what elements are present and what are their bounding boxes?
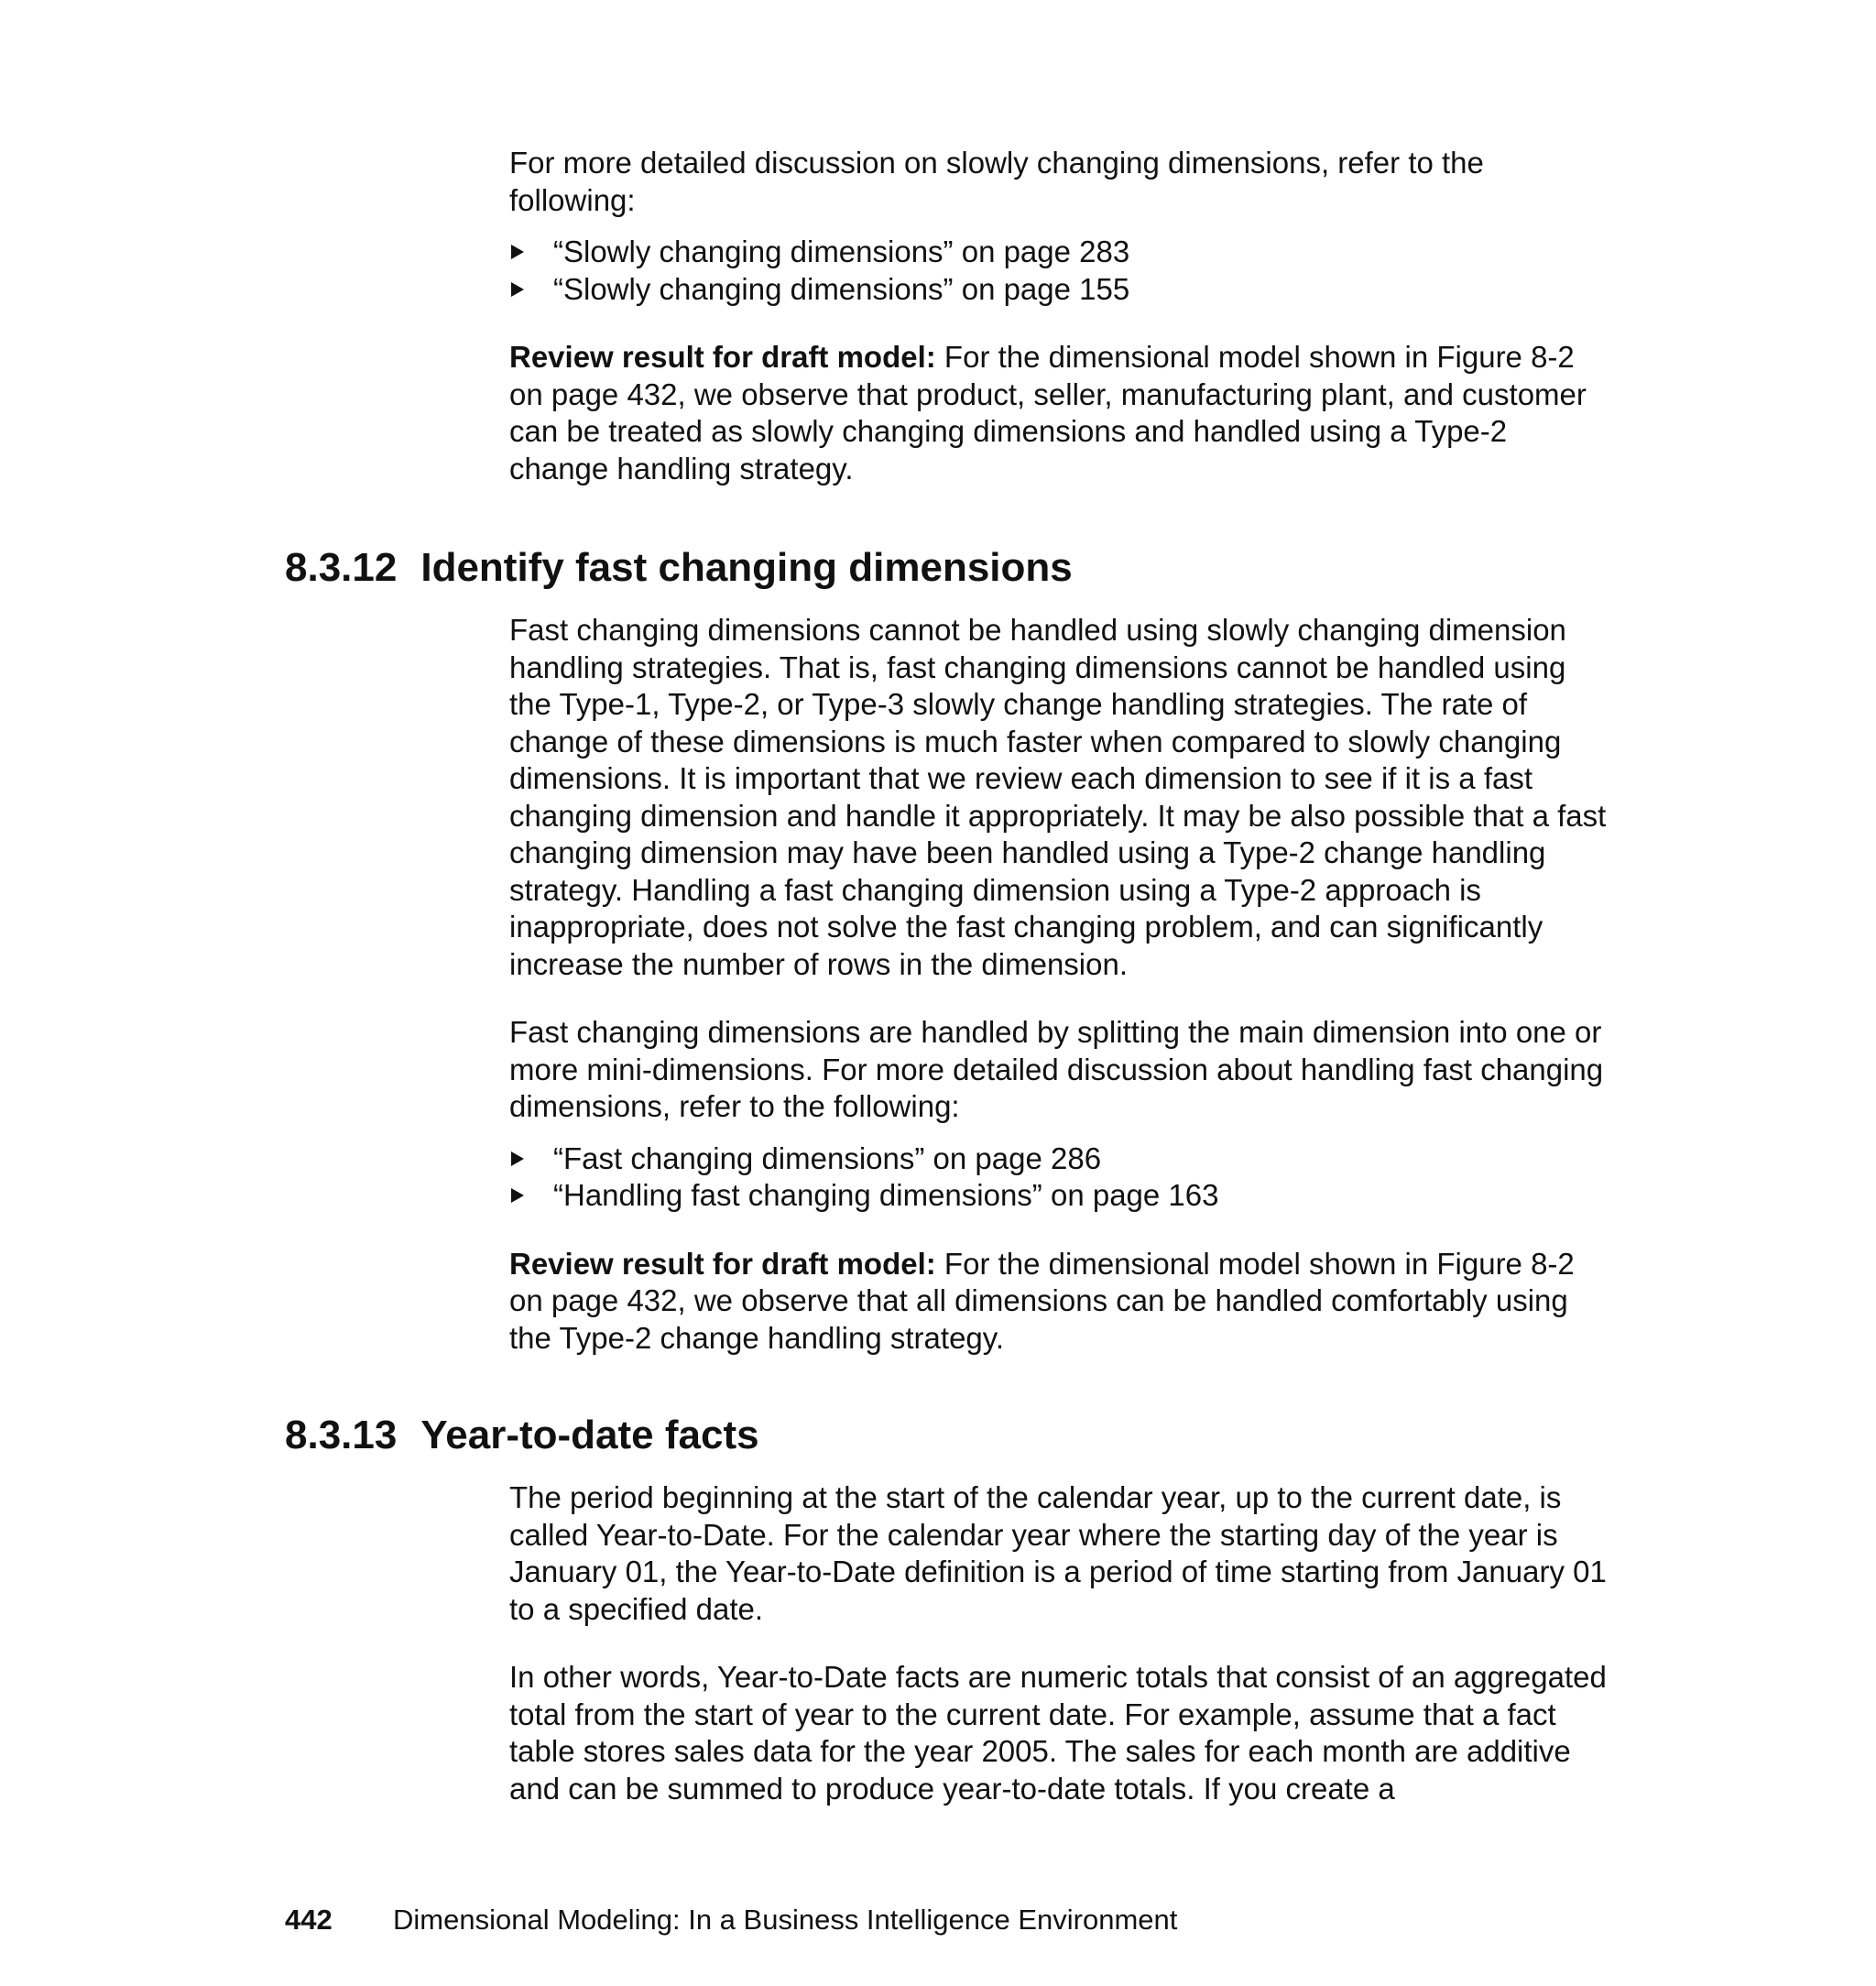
ytd-paragraph-1: The period beginning at the start of the calendar year, up to the current date, is called Year-to-Date. For the calendar year where the starting day of the year is January 01, the Year-to-Date definition is a period of time starting from January 01 to a specified date. bbox=[509, 1480, 1607, 1626]
fcd-review-paragraph bbox=[509, 1246, 1609, 1358]
fcd-reference-list bbox=[509, 1140, 1609, 1215]
list-item: “Handling fast changing dimensions” on page 163 bbox=[509, 1177, 1609, 1215]
section-8-3-12-body bbox=[509, 612, 1609, 1357]
book-title: Dimensional Modeling: In a Business Intelligence Environment bbox=[393, 1904, 1178, 1936]
section-number: 8.3.12 bbox=[285, 545, 398, 590]
scd-intro-paragraph: For more detailed discussion on slowly changing dimensions, refer to the following: bbox=[509, 146, 1484, 217]
section-heading-8-3-12 bbox=[285, 544, 1073, 592]
section-title: Year-to-date facts bbox=[420, 1413, 759, 1457]
bullet-triangle-icon bbox=[511, 282, 524, 297]
fcd-paragraph-2: Fast changing dimensions are handled by splitting the main dimension into one or more mini-dimensions. For more detailed discussion about handling fast changing dimensions, refer to the following: bbox=[509, 1015, 1604, 1123]
section-title: Identify fast changing dimensions bbox=[420, 545, 1073, 590]
review-lead: Review result for draft model: bbox=[509, 1246, 936, 1281]
ytd-paragraph-2: In other words, Year-to-Date facts are numeric totals that consist of an aggregated total from the start of year to the current date. For example, assume that a fact table stores sales data for the year 2005. The sales for each month are additive and can be summed to produce year-to-date totals. If you create a bbox=[509, 1660, 1607, 1806]
page-number: 442 bbox=[285, 1904, 333, 1936]
list-item: “Slowly changing dimensions” on page 283 bbox=[509, 234, 1609, 271]
bullet-triangle-icon bbox=[511, 1188, 524, 1203]
review-lead: Review result for draft model: bbox=[509, 340, 936, 374]
scd-reference-list bbox=[509, 234, 1609, 308]
list-item: “Slowly changing dimensions” on page 155 bbox=[509, 271, 1609, 309]
scd-review-paragraph bbox=[509, 339, 1609, 487]
section-number: 8.3.13 bbox=[285, 1413, 398, 1457]
review-text: For the dimensional model shown in Figure 8-2 on page 432, we observe that product, seller, manufacturing plant, and customer can be treated as slowly changing dimensions and handled using a Type-2 change handling strategy. bbox=[509, 340, 1587, 486]
section-8-3-13-body bbox=[509, 1479, 1609, 1807]
list-item: “Fast changing dimensions” on page 286 bbox=[509, 1140, 1609, 1178]
page-footer bbox=[285, 1902, 1177, 1938]
review-text: For the dimensional model shown in Figure 8-2 on page 432, we observe that all dimensions can be handled comfortably using the Type-2 change handling strategy. bbox=[509, 1246, 1575, 1355]
bullet-triangle-icon bbox=[511, 1151, 524, 1166]
fcd-paragraph-1: Fast changing dimensions cannot be handled using slowly changing dimension handling strategies. That is, fast changing dimensions cannot be handled using the Type-1, Type-2, or Type-3 slowly change handling strategies. The rate of change of these dimensions is much faster when compared to slowly changing dimensions. It is important that we review each dimension to see if it is a fast changing dimension and handle it appropriately. It may be also possible that a fast changing dimension may have been handled using a Type-2 change handling strategy. Handling a fast changing dimension using a Type-2 approach is inappropriate, does not solve the fast changing problem, and can significantly increase the number of rows in the dimension. bbox=[509, 613, 1607, 981]
bullet-triangle-icon bbox=[511, 245, 524, 259]
section-heading-8-3-13 bbox=[285, 1412, 759, 1459]
scd-references-block bbox=[509, 145, 1609, 487]
